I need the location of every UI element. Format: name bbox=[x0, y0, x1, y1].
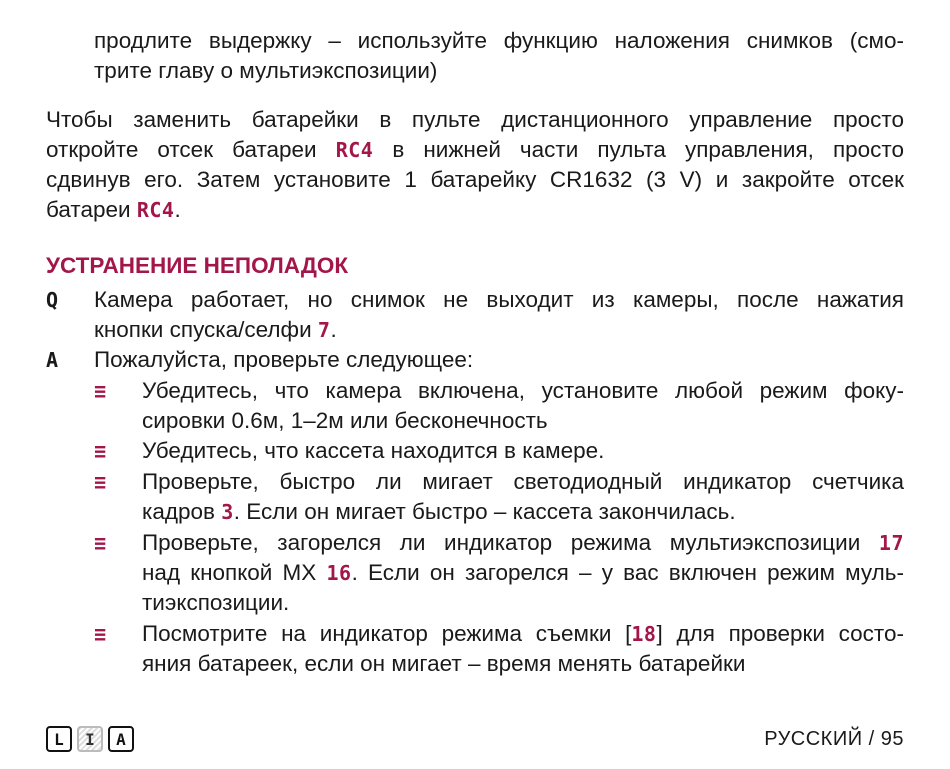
bullet-text: Проверьте, быстро ли мигает светодиодный индикатор счетчика bbox=[142, 469, 904, 494]
shutter-button-code: 7 bbox=[317, 318, 331, 342]
battery-text: Чтобы заменить батарейки в пульте дистанционного управление просто bbox=[46, 107, 904, 132]
bullet-icon: ≡ bbox=[94, 531, 107, 555]
i-box-icon: I bbox=[77, 726, 103, 752]
bullet-1-line-1 bbox=[142, 376, 904, 406]
intro-line-1 bbox=[94, 26, 904, 56]
bullet-text: . Если он мигает быстро – кассета закончилась. bbox=[233, 499, 736, 524]
l-box-icon: L bbox=[46, 726, 72, 752]
mx-button-code: 16 bbox=[326, 561, 352, 585]
mode-indicator-code: 18 bbox=[631, 622, 657, 646]
bullet-text: Посмотрите на индикатор режима съемки [ bbox=[142, 621, 632, 646]
battery-line-2 bbox=[46, 135, 904, 165]
bullet-1-line-2 bbox=[142, 406, 548, 436]
remote-battery-code: RC4 bbox=[335, 138, 374, 162]
bullet-text: Проверьте, загорелся ли индикатор режима мультиэкспозиции bbox=[142, 530, 861, 555]
bullet-icon: ≡ bbox=[94, 379, 107, 403]
intro-line-2 bbox=[94, 56, 437, 86]
bullet-icon: ≡ bbox=[94, 622, 107, 646]
problem-line-2 bbox=[94, 315, 337, 345]
battery-text: . bbox=[174, 197, 181, 222]
bullet-icon: ≡ bbox=[94, 470, 107, 494]
a-box-icon: A bbox=[108, 726, 134, 752]
footer-language-icons bbox=[46, 726, 134, 752]
multi-exposure-indicator-code: 17 bbox=[878, 531, 904, 555]
bullet-icon: ≡ bbox=[94, 439, 107, 463]
intro-text: трите главу о мультиэкспозиции) bbox=[94, 58, 438, 83]
bullet-4-line-3 bbox=[142, 588, 289, 618]
answer-line bbox=[94, 345, 473, 375]
bullet-4-line-2 bbox=[142, 558, 904, 588]
page-number: РУССКИЙ / 95 bbox=[764, 728, 904, 750]
battery-text: батареи bbox=[46, 197, 131, 222]
battery-line-3 bbox=[46, 165, 904, 195]
answer-marker-icon: A bbox=[46, 348, 59, 372]
bullet-2-line-1 bbox=[142, 436, 604, 466]
bullet-5-line-1 bbox=[142, 619, 904, 649]
battery-line-1 bbox=[46, 105, 904, 135]
bullet-4-line-1 bbox=[142, 528, 904, 558]
intro-text: продлите выдержку – используйте функцию наложения снимков (смо- bbox=[94, 28, 904, 53]
problem-text: кнопки спуска/селфи bbox=[94, 317, 312, 342]
bullet-text: сировки 0.6м, 1–2м или бесконечность bbox=[142, 408, 548, 433]
bullet-text: тиэкспозиции. bbox=[142, 590, 290, 615]
bullet-text: кадров bbox=[142, 499, 215, 524]
section-heading: УСТРАНЕНИЕ НЕПОЛАДОК bbox=[46, 253, 349, 278]
bullet-5-line-2 bbox=[142, 649, 745, 679]
problem-text: Камера работает, но снимок не выходит из камеры, после нажатия bbox=[94, 287, 904, 312]
battery-text: откройте отсек батареи bbox=[46, 137, 317, 162]
battery-line-4 bbox=[46, 195, 181, 225]
bullet-text: над кнопкой MX bbox=[142, 560, 317, 585]
problem-line-1 bbox=[94, 285, 904, 315]
battery-text: в нижней части пульта управления, просто bbox=[392, 137, 904, 162]
bullet-text: Убедитесь, что кассета находится в камере. bbox=[142, 438, 605, 463]
bullet-3-line-2 bbox=[142, 497, 736, 527]
question-marker-icon: Q bbox=[46, 288, 59, 312]
remote-battery-code: RC4 bbox=[136, 198, 175, 222]
bullet-text: . Если он загорелся – у вас включен режим муль- bbox=[351, 560, 904, 585]
bullet-3-line-1 bbox=[142, 467, 904, 497]
frame-counter-code: 3 bbox=[221, 500, 234, 524]
bullet-text: Убедитесь, что камера включена, установите любой режим фоку- bbox=[142, 378, 904, 403]
bullet-text: яния батареек, если он мигает – время менять батарейки bbox=[142, 651, 746, 676]
bullet-text: ] для проверки состо- bbox=[656, 621, 904, 646]
problem-text: . bbox=[330, 317, 337, 342]
answer-text: Пожалуйста, проверьте следующее: bbox=[94, 347, 474, 372]
battery-text: сдвинув его. Затем установите 1 батарейку CR1632 (3 V) и закройте отсек bbox=[46, 167, 904, 192]
